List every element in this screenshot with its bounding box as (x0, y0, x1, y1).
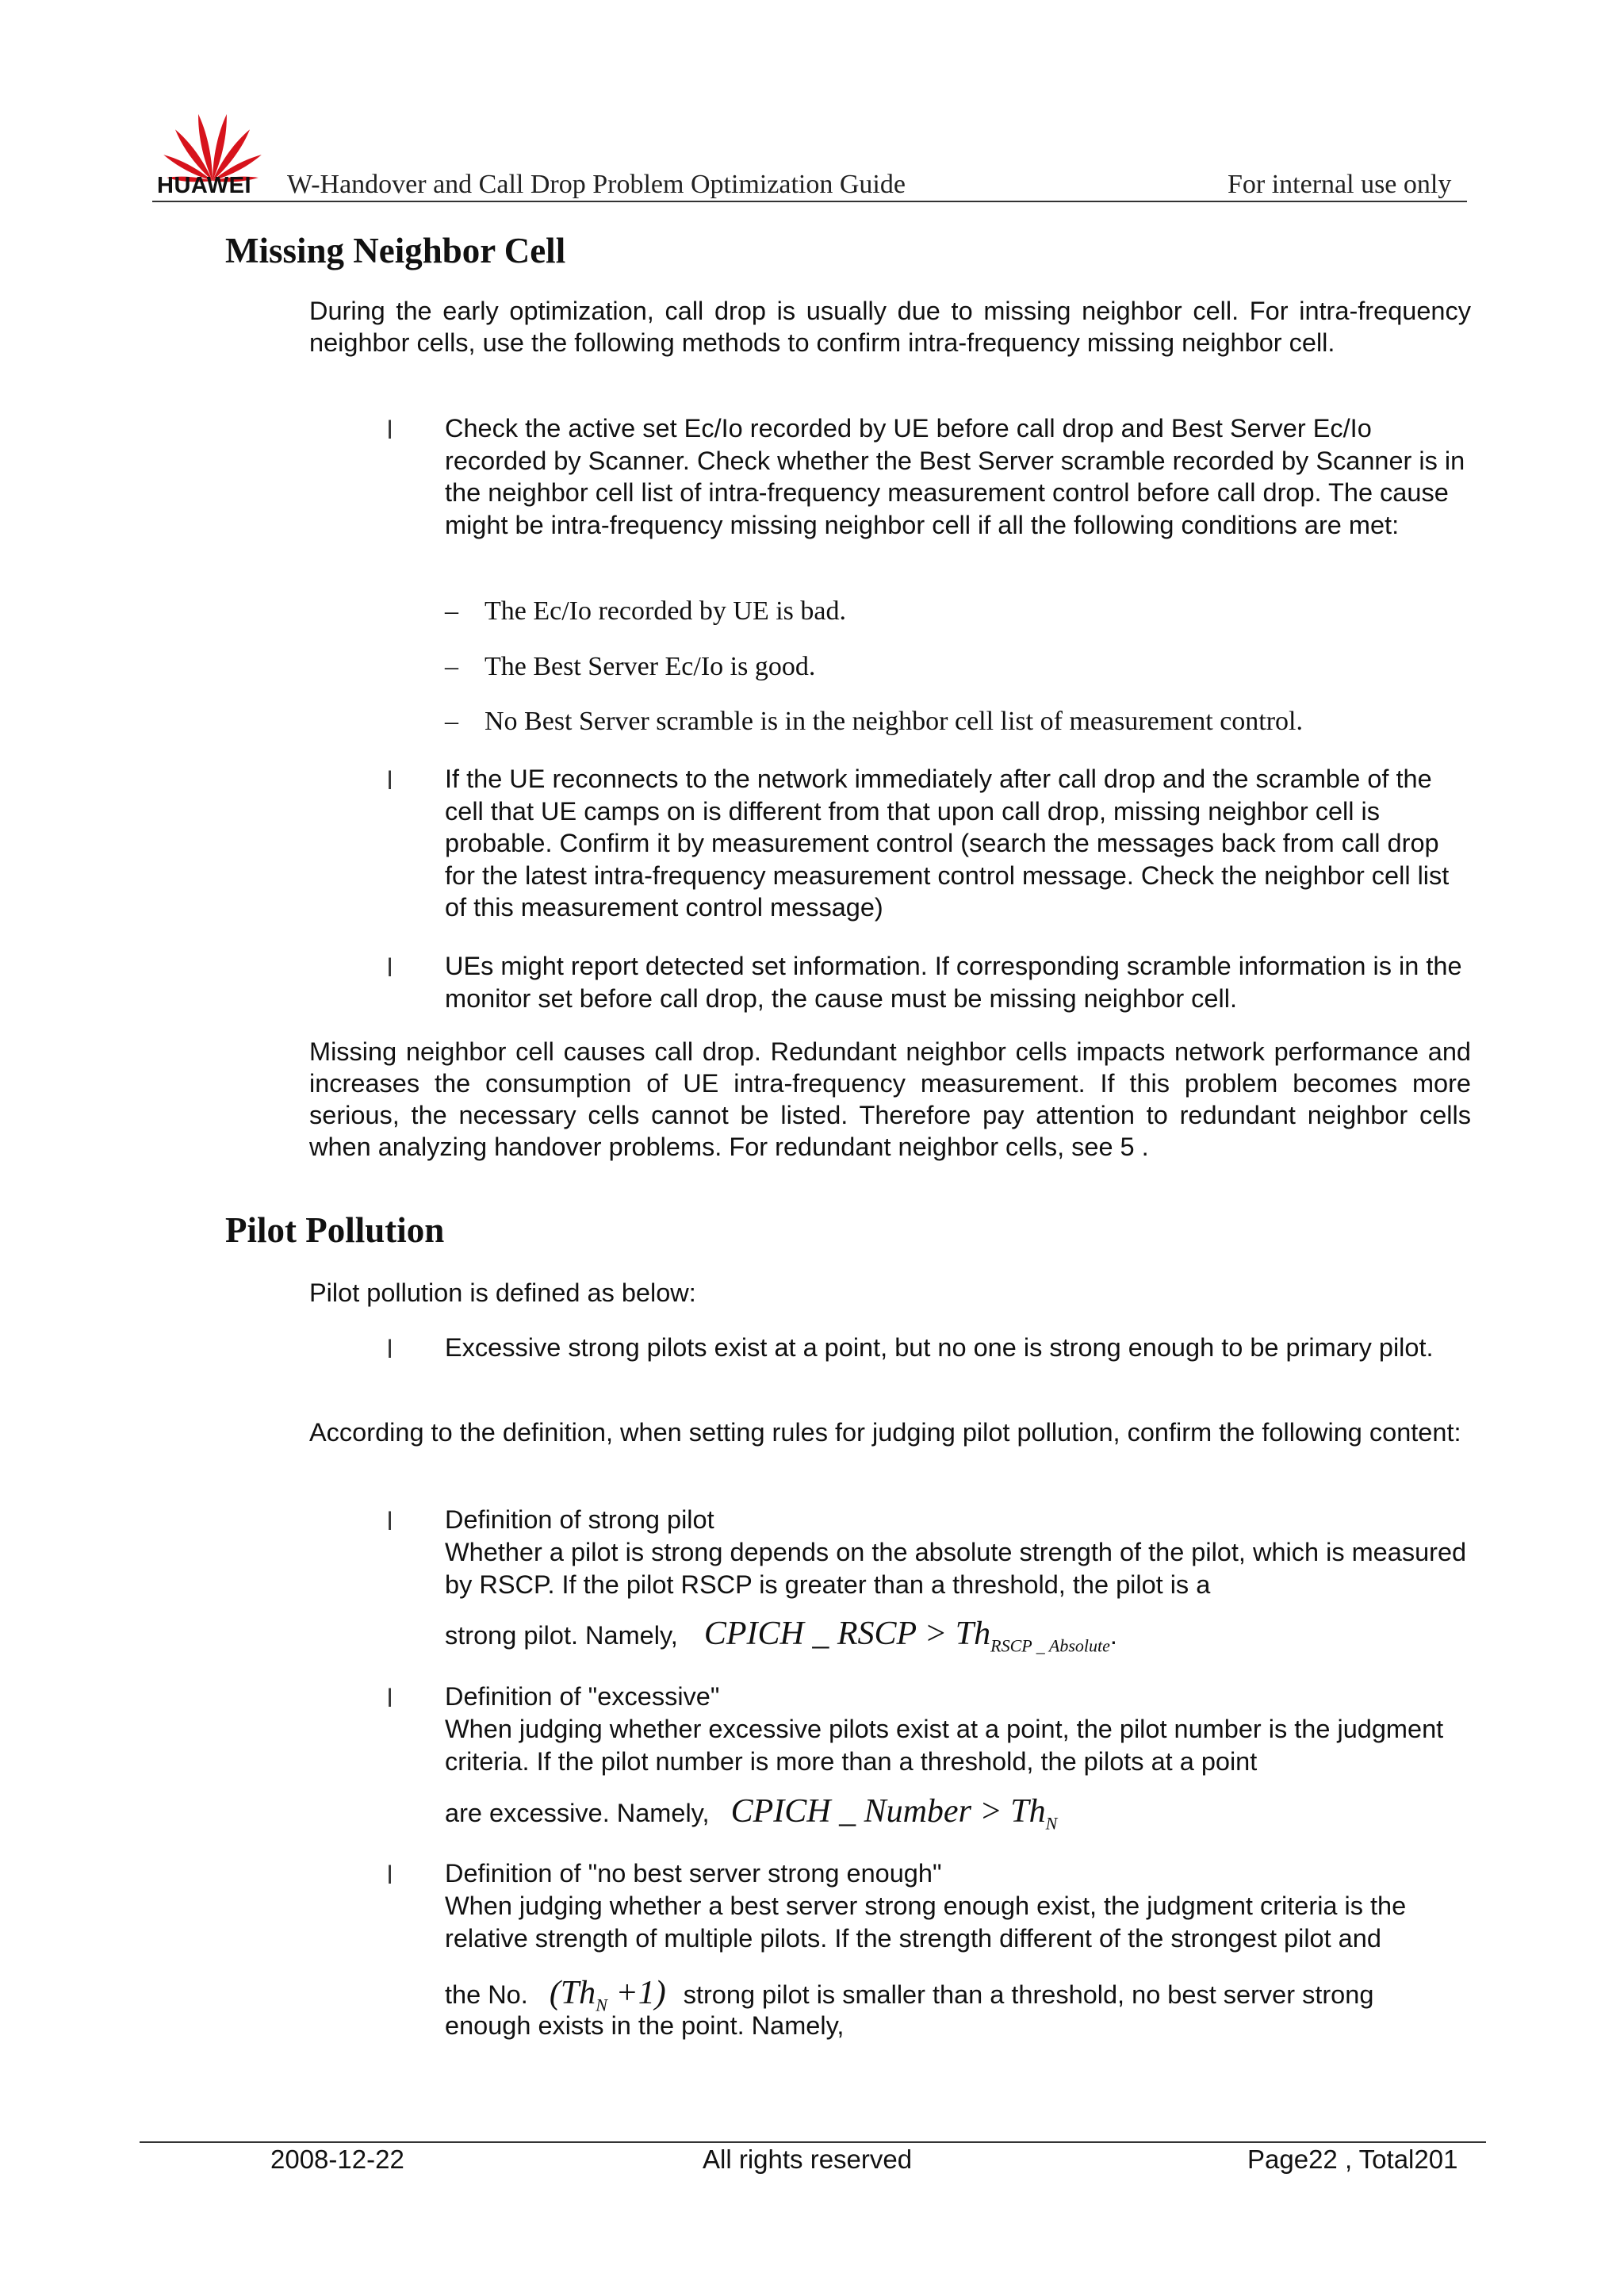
excessive-namely: are excessive. Namely, CPICH _ Number > $Th_N$ (445, 1793, 1058, 1834)
footer-rights: All rights reserved (703, 2145, 913, 2174)
bullet-mark: l (387, 416, 393, 444)
no-best-server-title: Definition of "no best server strong enough" (445, 1859, 942, 1888)
section2-according: According to the definition, when setting rules for judging pilot pollution, confirm the following content: (309, 1418, 1461, 1447)
section2-intro: Pilot pollution is defined as below: (309, 1278, 696, 1307)
section1-bullet-1: Check the active set Ec/Io recorded by UE before call drop and Best Server Ec/Io recorded by Scanner. Check whether the Best Server scramble recorded by Scanner is in the neighbor cell list of intra-frequency measurement control before call drop. The cause might be intra-frequency missing neighbor cell if all the following conditions are met: (445, 414, 1465, 539)
excessive-title: Definition of "excessive" (445, 1682, 720, 1711)
no-best-server-body: When judging whether a best server strong enough exist, the judgment criteria is the relative strength of multiple pilots. If the strength different of the strongest pilot and (445, 1892, 1407, 1953)
section1-intro: During the early optimization, call drop is usually due to missing neighbor cell. For intra-frequency neighbor cells, use the following methods to confirm intra-frequency missing neighbor cell. (309, 297, 1471, 357)
logo-text: HUAWEI (157, 173, 251, 198)
section1-bullet-3: UEs might report detected set information. If corresponding scramble information is in the monitor set before call drop, the cause must be missing neighbor cell. (445, 952, 1462, 1013)
condition-item: – No Best Server scramble is in the neighbor cell list of measurement control. (445, 707, 1304, 736)
footer-date: 2008-12-22 (270, 2145, 404, 2174)
bullet-mark: l (387, 953, 393, 982)
section-heading-pilot-pollution: Pilot Pollution (225, 1210, 445, 1250)
excessive-body: When judging whether excessive pilots exist at a point, the pilot number is the judgment criteria. If the pilot number is more than a threshold, the pilots at a point (445, 1715, 1444, 1776)
section-heading-missing-neighbor: Missing Neighbor Cell (225, 231, 566, 270)
classification-label: For internal use only (1228, 170, 1452, 199)
bullet-mark: l (387, 1861, 393, 1889)
footer-divider (140, 2141, 1486, 2143)
bullet-mark: l (387, 766, 393, 795)
formula-excessive: CPICH _ Number > $Th_N$ (730, 1793, 1058, 1834)
strong-pilot-body: Whether a pilot is strong depends on the absolute strength of the pilot, which is measured by RSCP. If the pilot RSCP is greater than a threshold, the pilot is a (445, 1538, 1467, 1599)
bullet-mark: l (387, 1335, 393, 1363)
document-title: W-Handover and Call Drop Problem Optimization Guide (287, 170, 906, 199)
condition-item: – The Best Server Ec/Io is good. (445, 652, 816, 681)
pilot-pollution-definition: Excessive strong pilots exist at a point, but no one is strong enough to be primary pilot. (445, 1333, 1434, 1362)
bullet-mark: l (387, 1684, 393, 1712)
strong-pilot-namely: strong pilot. Namely, CPICH _ RSCP > $Th_{RSCP \_ Absolute}$. (445, 1616, 1117, 1656)
no-best-server-namely: the No. $(Th_N +1)$ strong pilot is smaller than a threshold, no best server strong (445, 1975, 1374, 2015)
formula-strong-pilot: CPICH _ RSCP > $Th_{RSCP \_ Absolute}$ (703, 1616, 1110, 1656)
bullet-mark: l (387, 1507, 393, 1535)
header-divider (152, 201, 1467, 202)
condition-item: – The Ec/Io recorded by UE is bad. (445, 596, 846, 626)
no-best-server-last: enough exists in the point. Namely, (445, 2011, 845, 2040)
footer-page: Page22 , Total201 (1247, 2145, 1458, 2174)
section1-bullet-2: If the UE reconnects to the network immediately after call drop and the scramble of the cell that UE camps on is different from that upon call drop, missing neighbor cell is probable. Confirm it by measurement control (search the messages back from call drop for the latest intra-frequency measurement control message. Check the neighbor cell list of this measurement control message) (445, 765, 1450, 922)
formula-thn-plus-one: $(Th_N +1)$ (549, 1975, 666, 2015)
section1-closing: Missing neighbor cell causes call drop. Redundant neighbor cells impacts network performance and increases the consumption of UE intra-frequency measurement. If this problem becomes more serious, the necessary cells cannot be listed. Therefore pay attention to redundant neighbor cells when analyzing handover problems. For redundant neighbor cells, see 5 . (309, 1037, 1471, 1161)
strong-pilot-title: Definition of strong pilot (445, 1505, 714, 1534)
